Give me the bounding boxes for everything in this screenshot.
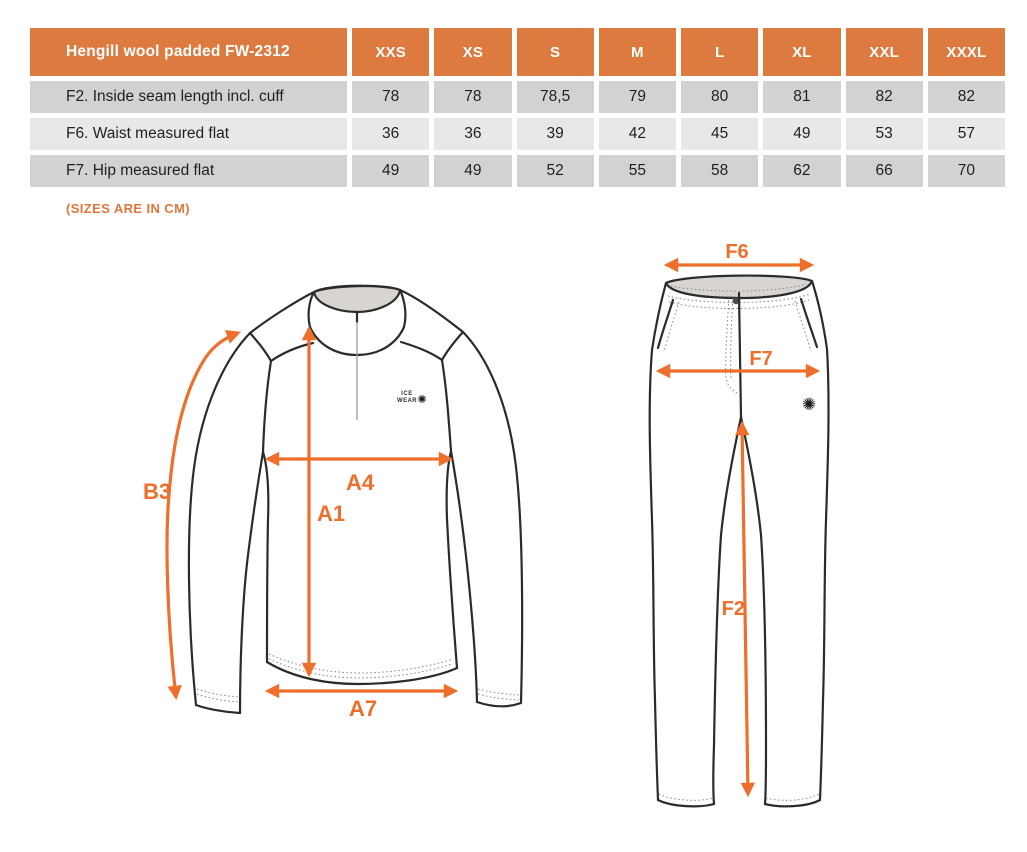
- pants-measurements: [659, 241, 817, 794]
- a1-label: A1: [316, 501, 346, 526]
- b3-sleeve-arrow: [167, 333, 238, 697]
- pants-diagram: [628, 240, 860, 842]
- size-column-header: XXS: [352, 28, 429, 76]
- size-value: 66: [846, 155, 923, 187]
- size-value: 79: [599, 81, 676, 113]
- size-value: 78: [434, 81, 511, 113]
- size-value: 36: [434, 118, 511, 150]
- size-column-header: M: [599, 28, 676, 76]
- size-column-header: S: [517, 28, 594, 76]
- right-sleeve-outer: [463, 332, 522, 703]
- b3-label: B3: [142, 479, 172, 504]
- size-value: 58: [681, 155, 758, 187]
- size-value: 70: [928, 155, 1005, 187]
- right-outer-leg: [812, 281, 829, 800]
- size-value: 82: [928, 81, 1005, 113]
- row-label: F6. Waist measured flat: [30, 118, 347, 150]
- table-title: Hengill wool padded FW-2312: [30, 28, 347, 76]
- hem-edge: [267, 662, 457, 684]
- left-cuff-stitching: [197, 689, 239, 702]
- row-label: F2. Inside seam length incl. cuff: [30, 81, 347, 113]
- snowflake-icon: ✺: [801, 395, 817, 414]
- right-cuff-edge: [477, 702, 521, 706]
- left-hem: [658, 800, 714, 806]
- f6-label: F6: [725, 241, 749, 263]
- size-value: 53: [846, 118, 923, 150]
- size-value: 78: [352, 81, 429, 113]
- size-value: 55: [599, 155, 676, 187]
- body-left-side: [263, 452, 268, 662]
- size-column-header: XL: [763, 28, 840, 76]
- right-cuff-stitching: [478, 689, 519, 700]
- size-column-header: XS: [434, 28, 511, 76]
- left-pocket-stitch: [664, 302, 679, 352]
- size-value: 82: [846, 81, 923, 113]
- left-cuff-edge: [196, 705, 240, 713]
- a4-label: A4: [345, 470, 375, 495]
- center-front-seam: [739, 293, 741, 417]
- right-sleeve-inner: [451, 451, 477, 702]
- f2-label: F2: [721, 598, 745, 620]
- brand-logo-line1: ICE: [401, 391, 413, 397]
- f7-label: F7: [749, 348, 773, 370]
- size-column-header: XXL: [846, 28, 923, 76]
- left-shoulder-edge: [250, 292, 314, 333]
- snowflake-icon: ✺: [417, 394, 427, 406]
- brand-logo-line2: WEAR: [397, 398, 417, 404]
- left-outer-leg: [650, 283, 666, 800]
- size-value: 62: [763, 155, 840, 187]
- sweater-line-art: [189, 286, 522, 713]
- size-value: 57: [928, 118, 1005, 150]
- right-yoke-seam: [401, 332, 463, 360]
- right-pocket-opening: [801, 299, 817, 347]
- sweater-diagram: [140, 272, 560, 737]
- size-value: 81: [763, 81, 840, 113]
- a7-label: A7: [348, 696, 378, 721]
- hem-stitching: [659, 794, 819, 800]
- right-hem: [765, 800, 820, 806]
- left-raglan-seam: [263, 361, 271, 452]
- size-value: 52: [517, 155, 594, 187]
- size-value: 39: [517, 118, 594, 150]
- size-column-header: L: [681, 28, 758, 76]
- size-table: [30, 28, 1005, 187]
- left-sleeve-inner: [240, 452, 263, 713]
- left-yoke-seam: [250, 333, 313, 361]
- right-raglan-seam: [442, 360, 451, 451]
- size-column-header: XXXL: [928, 28, 1005, 76]
- size-value: 49: [763, 118, 840, 150]
- fly-stitching: [726, 296, 739, 394]
- right-shoulder-edge: [400, 290, 463, 332]
- row-label: F7. Hip measured flat: [30, 155, 347, 187]
- size-value: 49: [434, 155, 511, 187]
- pants-line-art: [650, 276, 829, 807]
- size-value: 78,5: [517, 81, 594, 113]
- size-value: 42: [599, 118, 676, 150]
- size-value: 36: [352, 118, 429, 150]
- size-value: 45: [681, 118, 758, 150]
- size-value: 80: [681, 81, 758, 113]
- size-value: 49: [352, 155, 429, 187]
- sizes-unit-note: (SIZES ARE IN CM): [66, 201, 191, 216]
